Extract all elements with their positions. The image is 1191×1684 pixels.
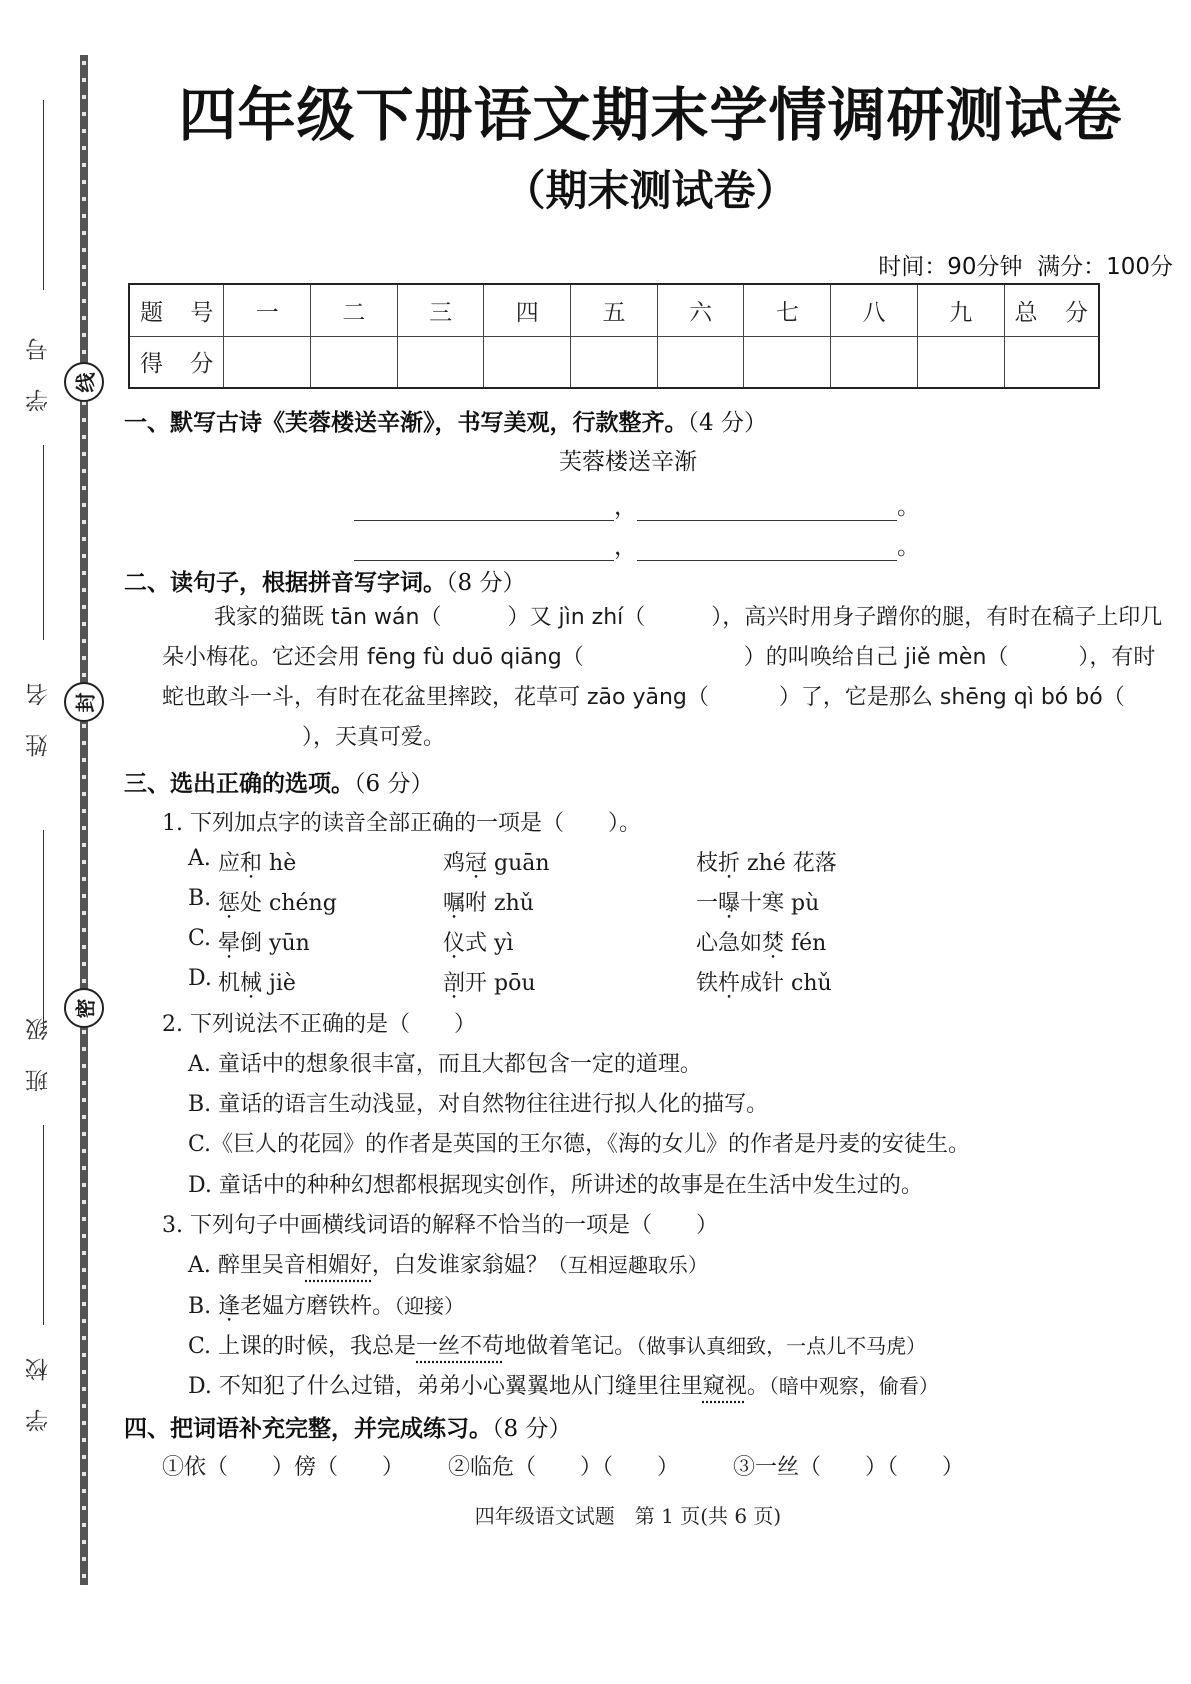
- question-3-3-option-d[interactable]: D. 不知犯了什么过错，弟弟小心翼翼地从门缝里往里窥视。（暗中观察，偷看）: [188, 1374, 939, 1399]
- section-1-points: （4 分）: [687, 410, 767, 436]
- paren: （: [686, 685, 709, 710]
- text: 我家的猫既: [214, 605, 331, 630]
- text: ），高兴时用身子蹭你的腿，有时在稿子上印几朵小梅花。它还会用: [162, 605, 1163, 670]
- page-subtitle: （期末测试卷）: [503, 166, 798, 215]
- row-header-question-no: 题 号: [129, 284, 224, 336]
- col-9: 九: [917, 284, 1004, 336]
- col-1: 一: [224, 284, 311, 336]
- section-2-points: （8 分）: [446, 570, 526, 596]
- question-3-3-option-c[interactable]: C. 上课的时候，我总是一丝不苟地做着笔记。（做事认真细致，一点儿不马虎）: [188, 1334, 927, 1359]
- col-2: 二: [311, 284, 398, 336]
- question-3-2-option-c[interactable]: C.《巨人的花园》的作者是英国的王尔德，《海的女儿》的作者是丹麦的安徒生。: [188, 1132, 971, 1157]
- option-cell: 一曝十寒 pù: [696, 891, 820, 916]
- col-3: 三: [397, 284, 484, 336]
- question-3-2-option-b[interactable]: B. 童话的语言生动浅显，对自然物往往进行拟人化的描写。: [188, 1092, 769, 1117]
- question-3-3-stem: 3. 下列句子中画横线词语的解释不恰当的一项是（ ）: [162, 1213, 718, 1238]
- pinyin: zāo yāng: [587, 685, 687, 710]
- pinyin: jìn zhí: [558, 605, 624, 630]
- score-cell[interactable]: [831, 336, 918, 388]
- option-cell: 铁杵成针 chǔ: [696, 971, 832, 996]
- seal-seal-icon: 封: [64, 682, 104, 722]
- period: 。: [897, 534, 920, 560]
- score-cell[interactable]: [571, 336, 658, 388]
- option-cell: 惩处 chéng: [218, 891, 337, 916]
- option-cell: 枝折 zhé 花落: [696, 851, 837, 876]
- option-letter: C.: [188, 926, 212, 951]
- score-cell[interactable]: [224, 336, 311, 388]
- option-letter: A.: [188, 846, 211, 871]
- col-total: 总 分: [1004, 284, 1099, 336]
- score-cell[interactable]: [311, 336, 398, 388]
- answer-blank[interactable]: [637, 499, 897, 521]
- score-table-header-row: [129, 284, 1099, 336]
- question-3-2-stem: 2. 下列说法不正确的是（ ）: [162, 1012, 476, 1037]
- poem-line-1: [354, 488, 920, 521]
- option-cell: 心急如焚 fén: [696, 931, 827, 956]
- col-5: 五: [571, 284, 658, 336]
- seal-line-icon: 线: [64, 362, 104, 402]
- pinyin: tān wán: [331, 605, 420, 630]
- answer-blank[interactable]: [354, 499, 614, 521]
- poem-title: 芙蓉楼送辛渐: [559, 449, 697, 475]
- fill-item-1[interactable]: ①依（ ）傍（ ）: [162, 1455, 405, 1480]
- col-6: 六: [657, 284, 744, 336]
- section-4-points: （8 分）: [492, 1416, 572, 1442]
- class-line[interactable]: [43, 1125, 44, 1325]
- section-4-title: 四、把词语补充完整，并完成练习。: [124, 1416, 492, 1442]
- school-label: 学校: [26, 1330, 52, 1432]
- period: 。: [897, 494, 920, 520]
- section-4-heading: [124, 1410, 571, 1443]
- paren: （: [986, 645, 1009, 670]
- option-cell: 鸡冠 guān: [443, 851, 550, 876]
- option-cell: 嘱咐 zhǔ: [443, 891, 534, 916]
- score-table-score-row: [129, 336, 1099, 388]
- option-cell: 机械 jiè: [218, 971, 296, 996]
- full-marks: 满分：100分: [1037, 254, 1173, 280]
- poem-line-2: [354, 528, 920, 561]
- comma: ，: [614, 534, 637, 560]
- exam-meta: [878, 248, 1173, 281]
- section-3-points: （6 分）: [354, 771, 434, 797]
- paren: （: [419, 605, 442, 630]
- question-3-1-stem: 1. 下列加点字的读音全部正确的一项是（ ）。: [162, 811, 641, 836]
- fill-item-3[interactable]: ③一丝（ ）（ ）: [733, 1455, 965, 1480]
- comma: ，: [614, 494, 637, 520]
- time-limit: 时间：90分钟: [878, 254, 1023, 280]
- answer-blank[interactable]: [354, 539, 614, 561]
- text: ），天真可爱。: [302, 725, 446, 750]
- option-cell: 仪式 yì: [443, 931, 514, 956]
- section-2-passage: [162, 598, 1172, 758]
- section-3-heading: [124, 765, 433, 798]
- section-2-heading: [124, 564, 525, 597]
- option-letter: B.: [188, 886, 212, 911]
- student-name-label: 姓名: [26, 655, 52, 757]
- answer-blank[interactable]: [637, 539, 897, 561]
- student-id-line[interactable]: [43, 100, 44, 290]
- score-cell[interactable]: [917, 336, 1004, 388]
- option-letter: D.: [188, 966, 212, 991]
- score-cell[interactable]: [657, 336, 744, 388]
- binding-margin: [0, 0, 110, 1684]
- perforation-line: [80, 55, 88, 1585]
- score-cell[interactable]: [484, 336, 571, 388]
- text: ），有时蛇也敢斗一斗，有时在花盆里摔跤，花草可: [162, 645, 1156, 710]
- col-4: 四: [484, 284, 571, 336]
- score-cell-total[interactable]: [1004, 336, 1099, 388]
- option-cell: 应和 hè: [218, 851, 297, 876]
- section-2-title: 二、读句子，根据拼音写字词。: [124, 570, 446, 596]
- row-header-score: 得 分: [129, 336, 224, 388]
- text: ）又: [507, 605, 559, 630]
- question-3-3-option-b[interactable]: B. 逢老媪方磨铁杵。（迎接）: [188, 1294, 465, 1319]
- student-id-label: 学号: [26, 310, 52, 412]
- question-3-2-option-d[interactable]: D. 童话中的种种幻想都根据现实创作，所讲述的故事是在生活中发生过的。: [188, 1173, 923, 1198]
- question-3-3-option-a[interactable]: A. 醉里吴音相媚好，白发谁家翁媪？（互相逗趣取乐）: [188, 1253, 708, 1278]
- text: ）了，它是那么: [778, 685, 940, 710]
- pinyin: fēng fù duō qiāng: [367, 645, 562, 670]
- class-label: 班级: [26, 990, 52, 1092]
- student-id-line-lower: [43, 445, 44, 640]
- col-7: 七: [744, 284, 831, 336]
- text: ）的叫唤给自己: [743, 645, 905, 670]
- question-3-2-option-a[interactable]: A. 童话中的想象很丰富，而且大都包含一定的道理。: [188, 1052, 702, 1077]
- pinyin: jiě mèn: [904, 645, 987, 670]
- score-cell[interactable]: [744, 336, 831, 388]
- col-8: 八: [831, 284, 918, 336]
- score-cell[interactable]: [397, 336, 484, 388]
- paren: （: [623, 605, 646, 630]
- section-3-title: 三、选出正确的选项。: [124, 771, 354, 797]
- score-table: [128, 283, 1100, 389]
- page-title: 四年级下册语文期末学情调研测试卷: [178, 81, 1123, 149]
- page-footer: 四年级语文试题 第 1 页(共 6 页): [474, 1504, 782, 1528]
- section-1-title: 一、默写古诗《芙蓉楼送辛渐》，书写美观，行款整齐。: [124, 410, 688, 436]
- section-1-heading: [124, 404, 767, 437]
- paren: （: [1102, 685, 1125, 710]
- option-cell: 晕倒 yūn: [218, 931, 310, 956]
- paren: （: [561, 645, 584, 670]
- pinyin: shēng qì bó bó: [939, 685, 1103, 710]
- option-cell: 剖开 pōu: [443, 971, 536, 996]
- seal-secret-icon: 密: [64, 988, 104, 1028]
- fill-item-2[interactable]: ②临危（ ）（ ）: [448, 1455, 680, 1480]
